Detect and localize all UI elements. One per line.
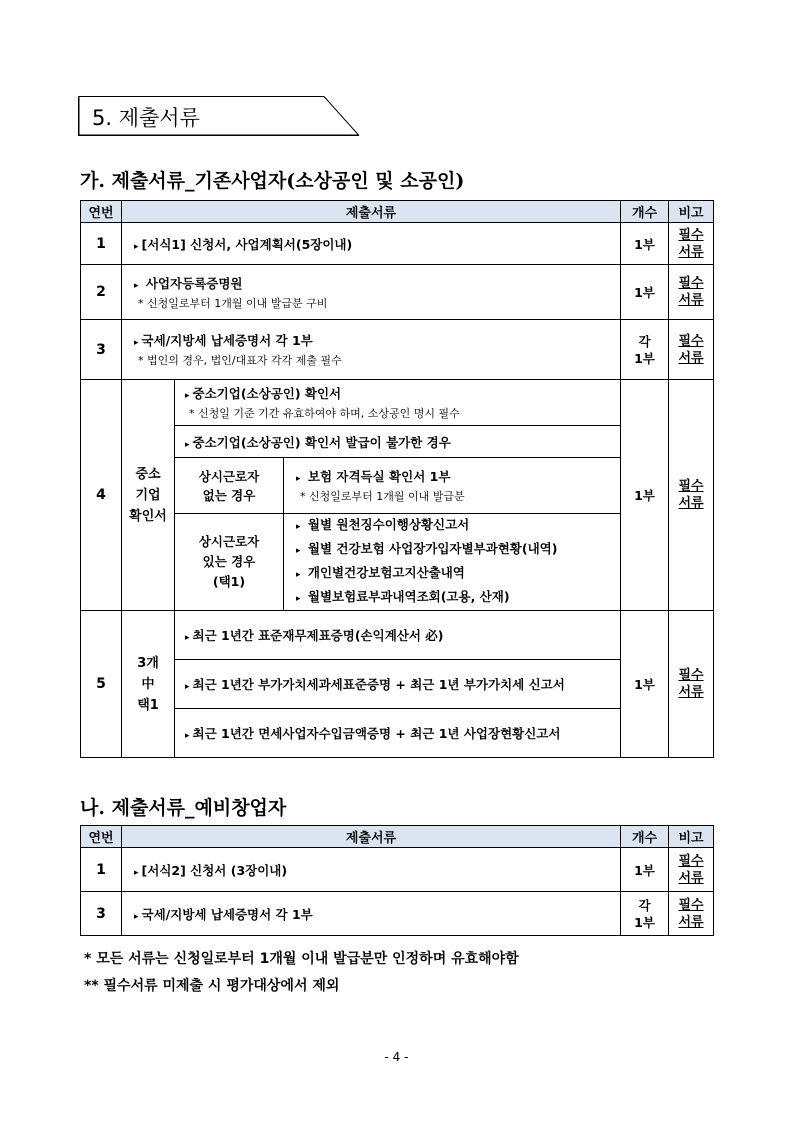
header-count: 개수 — [621, 201, 669, 223]
doc-text: 최근 1년간 면세사업자수입금액증명 + 최근 1년 사업장현황신고서 — [192, 726, 561, 741]
header-note: 비고 — [669, 826, 714, 848]
required-docs-link[interactable]: 필수 서류 — [678, 227, 704, 260]
table-row — [81, 380, 714, 426]
table-row — [81, 320, 714, 380]
count-cell: 1부 — [621, 848, 669, 892]
bullet-icon: ▸ — [185, 731, 190, 741]
doc-cell — [284, 458, 621, 514]
list-item: ▸ 월별 건강보험 사업장가입자별부과현황(내역) — [296, 541, 558, 556]
bullet-icon: ▸ — [185, 682, 190, 692]
required-docs-link[interactable]: 필수 서류 — [678, 333, 704, 366]
header-doc: 제출서류 — [122, 826, 621, 848]
doc-list — [284, 514, 621, 611]
section-title: 5. 제출서류 — [92, 106, 200, 130]
doc-cell — [175, 426, 621, 458]
doc-text: [서식2] 신청서 (3장이내) — [141, 862, 288, 878]
table-row — [81, 514, 714, 611]
note-cell[interactable] — [669, 265, 714, 320]
doc-text: 보험 자격득실 확인서 1부 — [307, 469, 451, 484]
table-prospective-founder — [80, 825, 714, 936]
doc-note: * 신청일 기준 기간 유효하여야 하며, 소상공인 명시 필수 — [189, 407, 460, 420]
table-existing-business — [80, 200, 714, 758]
part-a-heading: 가. 제출서류_기존사업자(소상공인 및 소공인) — [80, 170, 465, 192]
header-doc: 제출서류 — [122, 201, 621, 223]
doc-cell — [175, 709, 621, 758]
header-note: 비고 — [669, 201, 714, 223]
doc-cell — [122, 892, 621, 936]
count-cell: 1부 — [621, 611, 669, 758]
count-cell: 1부 — [621, 265, 669, 320]
doc-cell — [175, 611, 621, 660]
count-cell: 각 1부 — [621, 320, 669, 380]
table-row — [81, 223, 714, 265]
bullet-icon: ▸ — [134, 911, 139, 922]
bullet-icon: ▸ — [296, 474, 301, 484]
row-number: 4 — [81, 380, 122, 611]
group-label: 중소 기업 확인서 — [122, 380, 175, 611]
footnote-2: ** 필수서류 미제출 시 평가대상에서 제외 — [84, 978, 340, 994]
section-title-box — [78, 96, 360, 136]
bullet-icon: ▸ — [134, 241, 139, 252]
doc-cell — [122, 320, 621, 380]
bullet-icon: ▸ — [134, 280, 139, 291]
doc-text: 최근 1년간 표준재무제표증명(손익계산서 必) — [192, 628, 444, 643]
doc-cell — [122, 848, 621, 892]
row-number: 1 — [81, 223, 122, 265]
doc-text: 중소기업(소상공인) 확인서 — [192, 386, 342, 401]
doc-text: [서식1] 신청서, 사업계획서(5장이내) — [141, 236, 353, 252]
doc-text: 국세/지방세 납세증명서 각 1부 — [141, 333, 313, 348]
bullet-icon: ▸ — [185, 439, 190, 450]
note-cell[interactable] — [669, 611, 714, 758]
header-no: 연번 — [81, 826, 122, 848]
doc-text: 최근 1년간 부가가치세과세표준증명 + 최근 1년 부가가치세 신고서 — [192, 677, 565, 692]
page-number: - 4 - — [384, 1050, 409, 1064]
bullet-icon: ▸ — [134, 338, 139, 348]
sub-label: 상시근로자 없는 경우 — [175, 458, 284, 514]
required-docs-link[interactable]: 필수 서류 — [678, 853, 704, 886]
required-docs-link[interactable]: 필수 서류 — [678, 668, 704, 700]
count-cell: 1부 — [621, 223, 669, 265]
table-row — [81, 426, 714, 458]
bullet-icon: ▸ — [185, 391, 190, 401]
row-number: 2 — [81, 265, 122, 320]
bullet-icon: ▸ — [134, 867, 139, 878]
table-row — [81, 611, 714, 660]
doc-note: * 신청일로부터 1개월 이내 발급분 — [300, 490, 465, 503]
doc-cell — [175, 380, 621, 426]
bullet-icon: ▸ — [185, 633, 190, 643]
doc-cell — [175, 660, 621, 709]
table-row — [81, 709, 714, 758]
doc-cell — [122, 265, 621, 320]
list-item: ▸ 월별보험료부과내역조회(고용, 산재) — [296, 589, 510, 604]
count-cell: 각 1부 — [621, 892, 669, 936]
table-header-row — [81, 826, 714, 848]
header-count: 개수 — [621, 826, 669, 848]
note-cell[interactable] — [669, 380, 714, 611]
doc-cell — [122, 223, 621, 265]
header-no: 연번 — [81, 201, 122, 223]
note-cell[interactable] — [669, 223, 714, 265]
list-item: ▸ 개인별건강보험고지산출내역 — [296, 565, 465, 580]
doc-text: 중소기업(소상공인) 확인서 발급이 불가한 경우 — [192, 434, 451, 450]
row-number: 3 — [81, 892, 122, 936]
row-number: 5 — [81, 611, 122, 758]
table-row — [81, 892, 714, 936]
row-number: 1 — [81, 848, 122, 892]
note-cell[interactable] — [669, 848, 714, 892]
footnote-1: * 모든 서류는 신청일로부터 1개월 이내 발급분만 인정하며 유효해야함 — [84, 951, 519, 967]
doc-text: 사업자등록증명원 — [145, 275, 243, 291]
list-item: ▸ 월별 원천징수이행상황신고서 — [296, 517, 470, 532]
required-docs-link[interactable]: 필수 서류 — [678, 276, 704, 308]
sub-label: 상시근로자 있는 경우 (택1) — [175, 514, 284, 611]
table-header-row — [81, 201, 714, 223]
note-cell[interactable] — [669, 892, 714, 936]
doc-note: * 신청일로부터 1개월 이내 발급분 구비 — [138, 296, 328, 310]
note-cell[interactable] — [669, 320, 714, 380]
group-label: 3개 中 택1 — [122, 611, 175, 758]
count-cell: 1부 — [621, 380, 669, 611]
table-row — [81, 848, 714, 892]
row-number: 3 — [81, 320, 122, 380]
required-docs-link[interactable]: 필수 서류 — [678, 479, 704, 511]
doc-text: 국세/지방세 납세증명서 각 1부 — [141, 906, 313, 922]
table-row — [81, 458, 714, 514]
table-row — [81, 265, 714, 320]
doc-note: * 법인의 경우, 법인/대표자 각각 제출 필수 — [138, 354, 342, 367]
table-row — [81, 660, 714, 709]
part-b-heading: 나. 제출서류_예비창업자 — [80, 797, 287, 819]
required-docs-link[interactable]: 필수 서류 — [678, 897, 704, 930]
